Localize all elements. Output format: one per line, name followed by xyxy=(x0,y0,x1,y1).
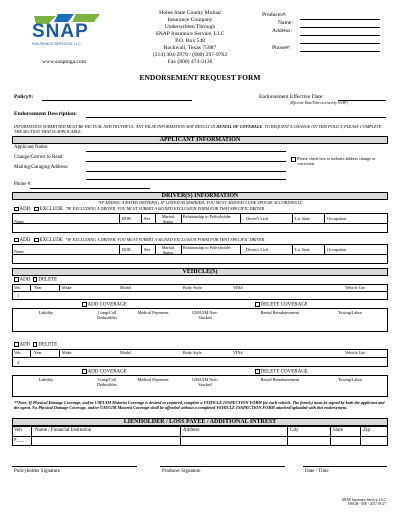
mailing-address-label: Mailing/Garaging Address: xyxy=(14,165,69,170)
vehicle-2-add-checkbox[interactable] xyxy=(14,342,19,347)
driver-1-actions: ADD EXCLUDE *IF EXCLUDING A DRIVER, YOU MUST SUBMIT A SIGNED EXCLUSION FORM FOR THAT SPECIFIC DRIVER. xyxy=(14,206,386,213)
driver-1-add-checkbox[interactable] xyxy=(14,207,19,212)
date-time-field[interactable] xyxy=(303,466,387,467)
cov-col-liability: Liability xyxy=(38,310,54,315)
producer-address-field[interactable] xyxy=(300,35,380,36)
cov-col-medical: Medical Payments xyxy=(137,310,169,315)
vehicle-1-add-coverage: ADD COVERAGE xyxy=(82,302,127,308)
driver-col-occupation: Occupation xyxy=(327,216,347,221)
applicant-name-label: Applicant Name: xyxy=(14,145,49,150)
driver-col-marital: Marital Status xyxy=(161,214,175,224)
driver-2-actions: ADD EXCLUDE *IF EXCLUDING A DRIVER, YOU MUST SUBMIT A SIGNED EXCLUSION FORM FOR THAT SPECIFIC DRIVER. xyxy=(14,237,386,244)
driver-2-exclude-checkbox[interactable] xyxy=(34,238,39,243)
vehicle-2-delete-coverage: DELETE COVERAGE xyxy=(255,369,308,375)
driver-col-sex: Sex xyxy=(144,247,151,252)
lienholder-header: LIENHOLDER / LOSS PAYEE / ADDITIONAL INTREST xyxy=(12,418,388,426)
vehicle-1-delete-checkbox[interactable] xyxy=(33,277,38,282)
cov-col-liability: Liability xyxy=(38,377,54,382)
applicant-phone-field[interactable] xyxy=(30,188,150,189)
logo-tagline: INSURANCE SERVICES, LLC xyxy=(32,42,81,46)
cov-col-comp-coll: Comp/Coll Deductibles xyxy=(96,377,117,387)
veh-col-body-style: Body Style xyxy=(183,285,202,290)
vehicle-1-add-coverage-checkbox[interactable] xyxy=(82,302,87,307)
company-line: (214) 304-2979 / (800) 297-9762 xyxy=(152,52,228,58)
inspection-note: **Note: If Physical Damage Coverage, and/or UM/UIM Motorist Coverage is desired or required, complete a VEHICLE INSPECTION FORM for each vehicle. The form(s) must be signed by both the applicant and the agent. No Physical Damage Coverage, and/or UM/UIM Motorist Coverage shall be afforded without a completed VEHICLE INSPECTION FORM attached/uploaded with this endorsement. xyxy=(14,400,385,410)
driver-2-add-checkbox[interactable] xyxy=(14,238,19,243)
address-change-checkbox[interactable] xyxy=(291,157,296,162)
lien-col-state: State xyxy=(333,428,343,433)
cov-col-medical: Medical Payments xyxy=(137,377,169,382)
drivers-header: DRIVER(S) INFORMATION xyxy=(12,192,388,200)
logo-word: SNAP xyxy=(32,21,89,42)
cov-col-rental: Rental Reimbursement xyxy=(260,310,300,315)
producer-name-field[interactable] xyxy=(300,27,380,28)
cov-col-towing: Towing/Labor xyxy=(338,377,362,382)
applicant-name-field[interactable] xyxy=(86,151,286,152)
driver-col-name: Name xyxy=(14,219,24,224)
company-line: Rockwall, Texas 75087 xyxy=(163,45,217,51)
driver-col-sex: Sex xyxy=(144,216,151,221)
veh-col-make: Make xyxy=(62,285,72,290)
veh-col-model: Model xyxy=(120,350,131,355)
warning-text: INFORMATION SUBMITTED MUST BE FACTUAL AND TRUTHFUL. ANY FALSE INFORMATION MAY RESULT IN DENIAL OF COVERAGE. TO REQUEST A CHANGE ON THIS POLICY, PLEASE COMPLETE THE SECTION THAT IS APPLICABLE. xyxy=(14,124,382,134)
cov-col-comp-coll: Comp/Coll Deductibles xyxy=(96,310,117,320)
driver-col-license: Driver's Lic# xyxy=(246,216,269,221)
description-label: Endorsement Description: xyxy=(14,111,77,117)
applicant-phone-label: Phone #: xyxy=(14,182,32,187)
producer-address-label: Address: xyxy=(272,28,292,34)
driver-col-relationship: Relationship to Policyholder xyxy=(183,245,231,250)
vehicles-header: VEHICLE(S) xyxy=(12,268,388,276)
producer-phone-label: Phone#: xyxy=(272,45,291,51)
driver-2-divider xyxy=(12,254,388,255)
description-field[interactable] xyxy=(86,117,386,118)
driver-1-exclude-checkbox[interactable] xyxy=(34,207,39,212)
vehicle-1-add-checkbox[interactable] xyxy=(14,277,19,282)
driver-col-marital: Marital Status xyxy=(161,245,175,255)
producer-number-field[interactable] xyxy=(300,19,380,20)
effective-date-note: (Effective Date/Time received by SNAP) xyxy=(290,101,348,105)
lien-col-zip: Zip xyxy=(363,428,370,433)
cov-col-um-uim: UM/UIM Non-Stacked xyxy=(192,310,218,320)
cov-col-towing: Towing/Labor xyxy=(338,310,362,315)
vehicle-1-actions: ADD DELETE xyxy=(14,277,57,283)
change-correct-field[interactable] xyxy=(86,161,286,162)
cov-col-rental: Rental Reimbursement xyxy=(260,377,300,382)
driver-col-occupation: Occupation xyxy=(327,247,347,252)
producer-signature-field[interactable] xyxy=(160,466,285,467)
veh-col-year: Year xyxy=(34,285,42,290)
veh-col-vin: VIN# xyxy=(233,350,243,355)
veh-col-use: Vehicle Use xyxy=(345,285,366,290)
lien-col-name: Name / Financial Institution xyxy=(35,428,92,433)
driver-col-lic-state: Lic State xyxy=(295,247,310,252)
vehicle-1-number: 1 xyxy=(17,293,20,298)
company-line: Insurance Company xyxy=(167,17,213,23)
veh-col-veh: Veh xyxy=(14,350,21,355)
lien-col-address: Address xyxy=(183,428,200,433)
mailing-address-field[interactable] xyxy=(86,171,286,172)
cov-col-um-uim: UM/UIM Non-Stacked xyxy=(192,377,218,387)
lien-col-city: City xyxy=(290,428,299,433)
vehicle-1-delete-coverage-checkbox[interactable] xyxy=(255,302,260,307)
veh-col-veh: Veh xyxy=(14,285,21,290)
change-correct-label: Change/Correct to Read: xyxy=(14,155,64,160)
company-logo xyxy=(28,10,108,50)
driver-col-dob: DOB xyxy=(122,247,131,252)
address-change-note: Please check box to indicate address change or correction. xyxy=(297,156,376,166)
lien-row-veh[interactable]: #___ xyxy=(14,438,24,443)
veh-col-vin: VIN# xyxy=(233,285,243,290)
effective-date-label: Endorsement Effective Date: xyxy=(259,94,324,100)
driver-col-dob: DOB xyxy=(122,216,131,221)
vehicle-2-delete-coverage-checkbox[interactable] xyxy=(255,369,260,374)
driver-col-license: Driver's Lic# xyxy=(246,247,269,252)
driver-1-divider xyxy=(12,223,388,224)
website: www.snapmga.com xyxy=(42,59,87,65)
driver-col-lic-state: Lic State xyxy=(295,216,310,221)
footer-line-2: HSCM - ME - 2017 06 27 xyxy=(348,502,386,507)
driver-col-relationship: Relationship to Policyholder xyxy=(183,214,231,219)
producer-signature-label: Producer Signature xyxy=(162,469,201,474)
veh-col-use: Vehicle Use xyxy=(345,350,366,355)
mailing-address-field-2[interactable] xyxy=(86,179,286,180)
lien-col-veh: Veh xyxy=(14,428,22,433)
form-title: ENDORSEMENT REQUEST FORM xyxy=(139,73,261,82)
veh-col-year: Year xyxy=(34,350,42,355)
company-line: Home State County Mutual xyxy=(159,10,221,16)
company-line: Underwritten Through xyxy=(164,24,216,30)
vehicle-2-delete-checkbox[interactable] xyxy=(33,342,38,347)
applicant-header: APPLICANT INFORMATION xyxy=(12,136,388,144)
policy-number-field[interactable] xyxy=(42,100,192,101)
producer-number-label: Producer#: xyxy=(262,12,287,18)
date-time-label: Date / Time xyxy=(305,469,329,474)
policyholder-signature-field[interactable] xyxy=(12,466,137,467)
producer-name-label: Name: xyxy=(278,20,293,26)
veh-col-make: Make xyxy=(62,350,72,355)
vehicle-1-delete-coverage: DELETE COVERAGE xyxy=(255,302,308,308)
policyholder-signature-label: Policyholder Signature xyxy=(14,469,60,474)
policy-label: Policy#: xyxy=(14,94,34,100)
veh-col-model: Model xyxy=(120,285,131,290)
footer xyxy=(300,498,386,506)
vehicle-2-add-coverage: ADD COVERAGE xyxy=(82,369,127,375)
company-line: SNAP Insurance Service, LLC xyxy=(155,31,225,37)
vehicle-2-add-coverage-checkbox[interactable] xyxy=(82,369,87,374)
driver-col-name: Name xyxy=(14,249,24,254)
company-line: P.O. Box 548 xyxy=(175,38,205,44)
producer-phone-field[interactable] xyxy=(300,51,380,52)
company-line: Fax (800) 474-3136 xyxy=(167,59,213,65)
company-address xyxy=(130,10,250,66)
drivers-subheader: *IF ADDING A RATED DRIVER(S), IF LISTED AS MARRIED, YOU MUST ADD/EXCLUDE SPOUSE ACCORDINGLY xyxy=(97,200,303,205)
vehicle-2-actions: ADD DELETE xyxy=(14,342,57,348)
vehicle-2-number: 2 xyxy=(17,360,20,365)
footer-line-1: SNAP Insurance Service, LLC xyxy=(341,498,386,502)
veh-col-body-style: Body Style xyxy=(183,350,202,355)
producer-address-field-2[interactable] xyxy=(300,43,380,44)
